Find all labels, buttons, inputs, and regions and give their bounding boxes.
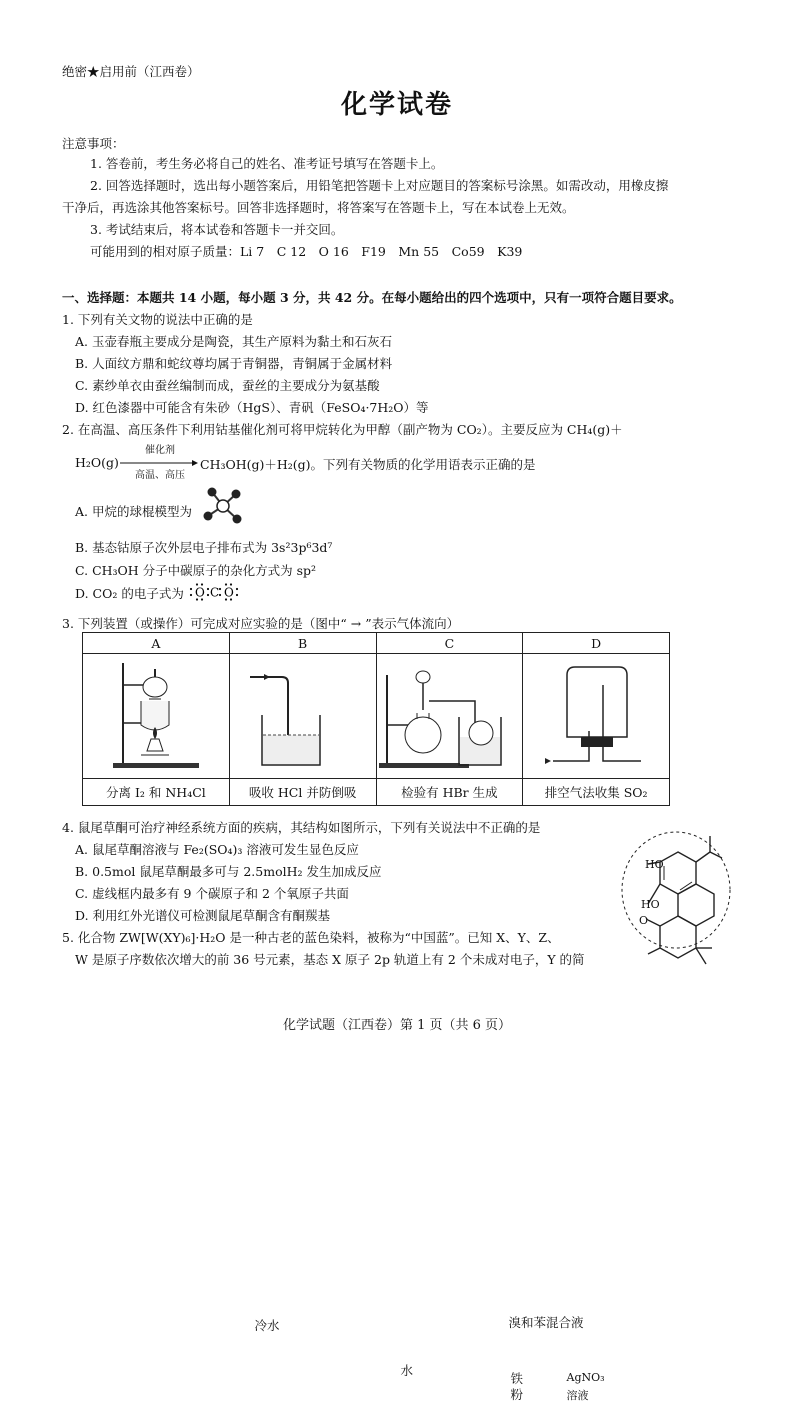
absorption-apparatus-icon (230, 655, 376, 777)
option-c: C. 虚线框内最多有 9 个碳原子和 2 个氧原子共面 (75, 886, 349, 901)
svg-text:C: C (210, 585, 220, 600)
apparatus-d (523, 654, 670, 779)
notice-heading: 注意事项： (62, 136, 125, 151)
label-ho-1: HO (645, 858, 664, 871)
option-c: C. CH₃OH 分子中碳原子的杂化方式为 sp² (75, 563, 317, 578)
label-iron-powder: 粉 (510, 1386, 524, 1402)
page-footer: 化学试题（江西卷）第 1 页（共 6 页） (282, 1018, 512, 1033)
question-stem-cont: W 是原子序数依次增大的前 36 号元素，基态 X 原子 2p 轨道上有 2 个未成对电子，Y 的简 (75, 952, 585, 967)
option-b: B. 0.5mol 鼠尾草酮最多可与 2.5molH₂ 发生加成反应 (75, 864, 382, 879)
notice-item: 2. 回答选择题时，选出每小题答案后，用铅笔把答题卡上对应题目的答案标号涂黑。如需改动，用橡皮擦 (90, 178, 669, 193)
condition-bottom: 高温、高压 (135, 470, 185, 481)
option-b: B. 基态钴原子次外层电子排布式为 3s²3p⁶3d⁷ (75, 540, 333, 555)
equation-left: H₂O(g) (75, 455, 119, 470)
label-solution: 溶液 (566, 1388, 589, 1402)
question-stem: 4. 鼠尾草酮可治疗神经系统方面的疾病，其结构如图所示，下列有关说法中不正确的是 (62, 820, 541, 835)
question-stem: 1. 下列有关文物的说法中正确的是 (62, 312, 253, 327)
col-header-a: A (83, 633, 230, 654)
question-stem: 5. 化合物 ZW[W(XY)₆]·H₂O 是一种古老的蓝色染料，被称为“中国蓝”。已知 X、Y、Z、 (62, 930, 560, 945)
option-c: C. 素纱单衣由蚕丝编制而成，蚕丝的主要成分为氨基酸 (75, 378, 380, 393)
sublimation-apparatus-icon (83, 655, 229, 777)
svg-text:O: O (195, 585, 205, 600)
label-cold-water: 冷水 (254, 1317, 280, 1333)
caption-b: 吸收 HCl 并防倒吸 (229, 779, 376, 806)
co2-electron-formula-icon (188, 583, 240, 601)
notice-item: 3. 考试结束后，将本试卷和答题卡一并交回。 (90, 222, 344, 237)
condition-top: 催化剂 (145, 445, 175, 456)
caption-d: 排空气法收集 SO₂ (523, 779, 670, 806)
label-bromine-benzene: 溴和苯混合液 (508, 1314, 584, 1330)
label-agno3: AgNO₃ (566, 1370, 605, 1384)
col-header-b: B (229, 633, 376, 654)
question-stem: 2. 在高温、高压条件下利用钴基催化剂可将甲烷转化为甲醇（副产物为 CO₂）。主要反应为 CH₄(g)＋ (62, 422, 623, 437)
question-stem: 3. 下列装置（或操作）可完成对应实验的是（图中“ → ”表示气体流向） (62, 616, 460, 631)
col-header-c: C (376, 633, 523, 654)
page-title: 化学试卷 (340, 90, 453, 120)
notice-item: 可能用到的相对原子质量：Li 7 C 12 O 16 F19 Mn 55 Co59 K39 (90, 244, 523, 259)
notice-item: 1. 答卷前，考生务必将自己的姓名、准考证号填写在答题卡上。 (90, 156, 444, 171)
notice-item: 干净后，再选涂其他答案标号。回答非选择题时，将答案写在答题卡上，写在本试卷上无效。 (62, 200, 575, 215)
option-a: A. 鼠尾草酮溶液与 Fe₂(SO₄)₃ 溶液可发生显色反应 (75, 842, 359, 857)
label-o: O (639, 914, 649, 927)
caption-c: 检验有 HBr 生成 (376, 779, 523, 806)
label-water: 水 (400, 1362, 414, 1378)
option-d: D. 红色漆器中可能含有朱砂（HgS）、青矾（FeSO₄·7H₂O）等 (75, 400, 429, 415)
label-iron: 铁 (510, 1370, 524, 1386)
col-header-d: D (523, 633, 670, 654)
option-d: D. 利用红外光谱仪可检测鼠尾草酮含有酮羰基 (75, 908, 331, 923)
option-a: A. 玉壶春瓶主要成分是陶瓷，其生产原料为黏土和石灰石 (75, 334, 392, 349)
option-b: B. 人面纹方鼎和蛇纹尊均属于青铜器，青铜属于金属材料 (75, 356, 393, 371)
equation-right: CH₃OH(g)＋H₂(g)。下列有关物质的化学用语表示正确的是 (200, 457, 536, 472)
label-ho-2: HO (641, 898, 660, 911)
methane-ball-stick-icon (200, 486, 246, 526)
gas-collection-apparatus-icon (523, 655, 669, 777)
svg-text:O: O (224, 585, 234, 600)
option-d: D. CO₂ 的电子式为 (75, 586, 184, 601)
option-a: A. 甲烷的球棍模型为 (75, 504, 192, 519)
caption-a: 分离 I₂ 和 NH₄Cl (83, 779, 230, 806)
section-heading: 一、选择题：本题共 14 小题，每小题 3 分，共 42 分。在每小题给出的四个选项中，只有一项符合题目要求。 (62, 290, 682, 305)
carnosol-structure-icon (620, 822, 736, 972)
secret-label: 绝密★启用前（江西卷） (62, 64, 200, 79)
